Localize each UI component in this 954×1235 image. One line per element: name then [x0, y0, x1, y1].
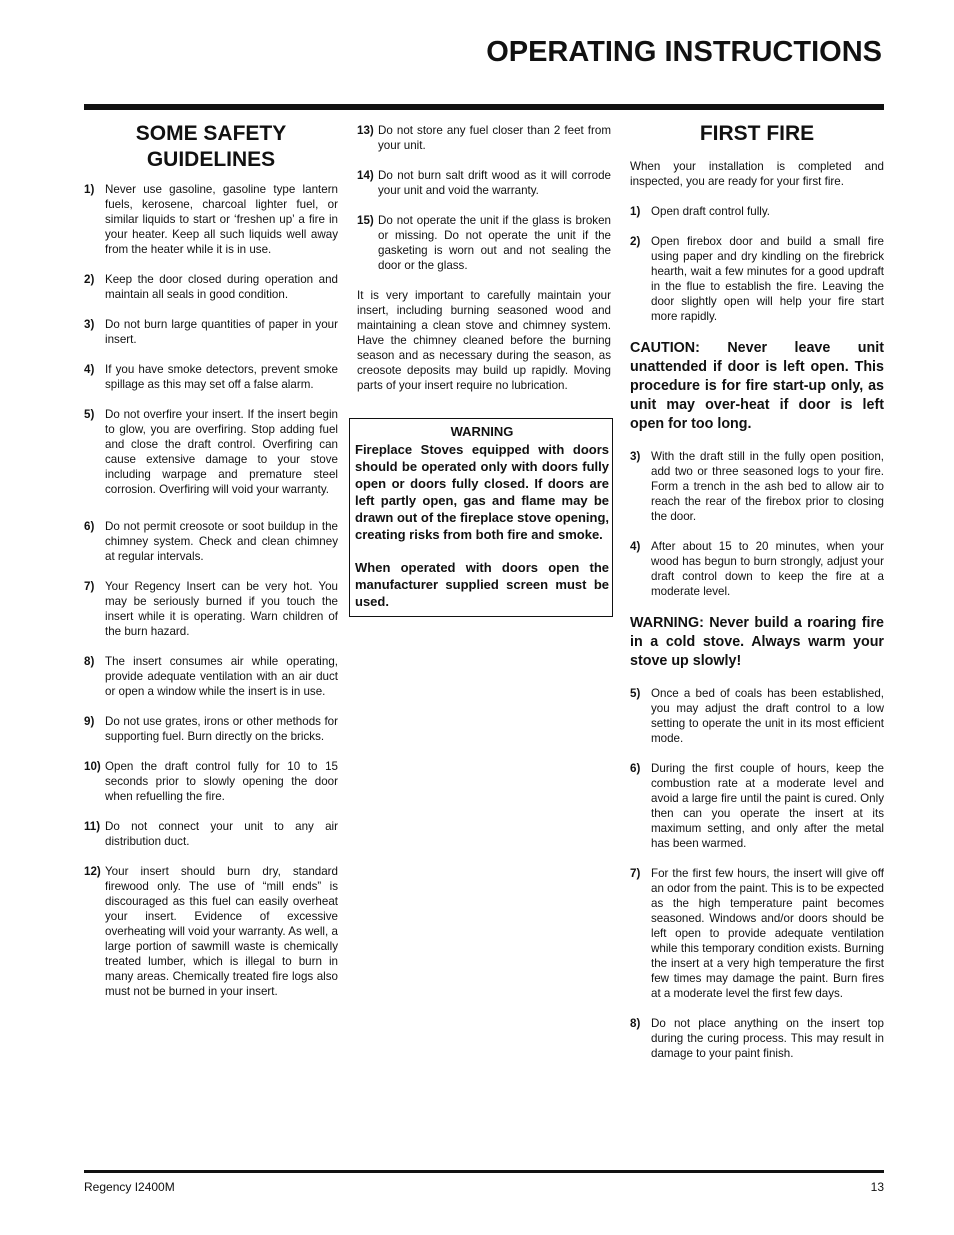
page-number: 13 [870, 1180, 884, 1194]
first-fire-steps [630, 686, 884, 1061]
list-item [630, 539, 884, 599]
safety-list-continued [357, 123, 611, 273]
list-item [357, 123, 611, 153]
item-number: 2) [630, 235, 641, 248]
item-text: Do not operate the unit if the glass is broken or missing. Do not operate the unit if the gasketing is worn out and not sealing the door or the glass. [378, 214, 611, 272]
item-number: 15) [357, 214, 374, 227]
first-fire-heading: FIRST FIRE [699, 122, 815, 145]
warning-box-title: WARNING [450, 424, 514, 439]
item-text: Once a bed of coals has been established, you may adjust the draft control to a low setting to operate the unit in its most efficient mode. [651, 687, 884, 745]
item-number: 6) [84, 520, 95, 533]
list-item [630, 866, 884, 1001]
safety-guidelines-heading: SOME SAFETY GUIDELINES [135, 122, 287, 171]
page-title: OPERATING INSTRUCTIONS [486, 36, 882, 68]
list-item [84, 519, 338, 564]
warning-box-paragraph: Fireplace Stoves equipped with doors should be operated only with doors fully open or doors fully closed. If doors are left partly open, gas and flame may be drawn out of the fireplace stove opening, creating risks from both fire and smoke. [355, 442, 609, 542]
item-text: With the draft still in the fully open position, add two or three seasoned logs to your fire. Form a trench in the ash bed to allow air to reach the rear of the firebox prior to closing the door. [651, 450, 884, 523]
list-item [630, 234, 884, 324]
item-text: The insert consumes air while operating, provide adequate ventilation with an air duct or open a window while the insert is in use. [105, 655, 338, 698]
item-number: 3) [630, 450, 641, 463]
item-text: Do not permit creosote or soot buildup in the chimney system. Check and clean chimney at regular intervals. [105, 520, 338, 563]
item-number: 5) [84, 408, 95, 421]
item-number: 14) [357, 169, 374, 182]
warning-box [349, 418, 613, 617]
item-number: 1) [630, 205, 641, 218]
item-text: For the first few hours, the insert will give off an odor from the paint. This is to be expected as the high temperature paint becomes seasoned. Windows and/or doors should be left open to provide adequate ventilation while this temporary condition exists. Burning the insert at a very high temperature the first few times may damage the paint. Burn fires at a moderate level the first few days. [651, 867, 884, 1000]
item-number: 8) [84, 655, 95, 668]
list-item [630, 1016, 884, 1061]
item-text: Never use gasoline, gasoline type lantern fuels, kerosene, charcoal lighter fuel, or similar liquids to start or ‘freshen up’ a fire in your heater. Keep all such liquids well away from the heater while it is in use. [105, 183, 338, 256]
item-text: Do not burn salt drift wood as it will corrode your unit and void the warranty. [378, 169, 611, 197]
item-text: Do not connect your unit to any air distribution duct. [105, 820, 338, 848]
item-number: 13) [357, 124, 374, 137]
list-item [84, 714, 338, 744]
item-number: 10) [84, 760, 101, 773]
first-fire-intro: When your installation is completed and inspected, you are ready for your first fire. [630, 160, 884, 188]
warning-notice: WARNING: Never build a roaring fire in a cold stove. Always warm your stove up slowly! [630, 615, 884, 669]
item-number: 4) [84, 363, 95, 376]
item-number: 7) [84, 580, 95, 593]
item-text: During the first couple of hours, keep the combustion rate at a moderate level and avoid a large fire until the paint is cured. Only then can you operate the insert at its maximum setting, and only after the metal has been warmed. [651, 762, 884, 850]
item-number: 5) [630, 687, 641, 700]
item-number: 8) [630, 1017, 641, 1030]
item-text: Open the draft control fully for 10 to 15 seconds prior to slowly opening the door when refuelling the fire. [105, 760, 338, 803]
safety-list [84, 182, 338, 999]
list-item [84, 819, 338, 849]
list-item [630, 449, 884, 524]
list-item [84, 317, 338, 347]
list-item [84, 579, 338, 639]
first-fire-steps [630, 449, 884, 599]
list-item [357, 213, 611, 273]
safety-column-2 [357, 123, 611, 408]
list-item [84, 362, 338, 392]
item-text: Your insert should burn dry, standard firewood only. The use of “mill ends” is discouraged as this fuel can easily overheat your insert. Evidence of excessive overheating will void your warranty. As well, a large portion of sawmill waste is chemically treated lumber, which is illegal to burn in many areas. Chemically treated fire logs also must not be burned in your insert. [105, 865, 338, 998]
item-text: Do not burn large quantities of paper in your insert. [105, 318, 338, 346]
item-text: Open firebox door and build a small fire using paper and dry kindling on the firebrick hearth, wait a few minutes for a good updraft in the flue to establish the fire. Leaving the door slightly open will help your fire start more rapidly. [651, 235, 884, 323]
item-text: Your Regency Insert can be very hot. You may be seriously burned if you touch the insert while it is operating. Warn children of the burn hazard. [105, 580, 338, 638]
list-item [84, 407, 338, 497]
caution-notice: CAUTION: Never leave unit unattended if door is left open. This procedure is for fire start-up only, as unit may over-heat if door is left open for too long. [630, 340, 884, 432]
item-text: Keep the door closed during operation and maintain all seals in good condition. [105, 273, 338, 301]
safety-column-1 [84, 121, 338, 1014]
item-text: Do not overfire your insert. If the insert begin to glow, you are overfiring. Stop adding fuel and close the draft control. Overfiring can cause extensive damage to your stove including warpage and premature steel corrosion. Overfiring will void your warranty. [105, 408, 338, 496]
footer-model: Regency I2400M [84, 1180, 175, 1194]
header-divider [84, 104, 884, 110]
list-item [84, 654, 338, 699]
list-item [630, 761, 884, 851]
item-text: Do not place anything on the insert top during the curing process. This may result in damage to your paint finish. [651, 1017, 884, 1060]
item-number: 2) [84, 273, 95, 286]
maintenance-paragraph: It is very important to carefully maintain your insert, including burning seasoned wood and maintaining a clean stove and chimney system. Have the chimney cleaned before the burning season and as necessary during the season, as creosote deposits may build up rapidly. Moving parts of your insert require no lubrication. [357, 289, 611, 392]
list-item [630, 686, 884, 746]
item-number: 9) [84, 715, 95, 728]
item-number: 12) [84, 865, 101, 878]
item-number: 4) [630, 540, 641, 553]
list-item [84, 864, 338, 999]
warning-box-paragraph: When operated with doors open the manufacturer supplied screen must be used. [355, 560, 609, 609]
footer-divider [84, 1170, 884, 1173]
list-item [84, 272, 338, 302]
item-number: 6) [630, 762, 641, 775]
list-item [84, 759, 338, 804]
list-item [357, 168, 611, 198]
list-item [630, 204, 884, 219]
item-text: Open draft control fully. [651, 205, 770, 218]
first-fire-column [630, 121, 884, 1076]
item-text: After about 15 to 20 minutes, when your wood has begun to burn strongly, adjust your draft control down to keep the fire at a moderate level. [651, 540, 884, 598]
item-text: If you have smoke detectors, prevent smoke spillage as this may set off a false alarm. [105, 363, 338, 391]
item-number: 11) [84, 820, 101, 833]
first-fire-steps [630, 204, 884, 324]
item-number: 7) [630, 867, 641, 880]
item-number: 1) [84, 183, 95, 196]
item-text: Do not store any fuel closer than 2 feet from your unit. [378, 124, 611, 152]
list-item [84, 182, 338, 257]
item-number: 3) [84, 318, 95, 331]
item-text: Do not use grates, irons or other methods for supporting fuel. Burn directly on the bricks. [105, 715, 338, 743]
